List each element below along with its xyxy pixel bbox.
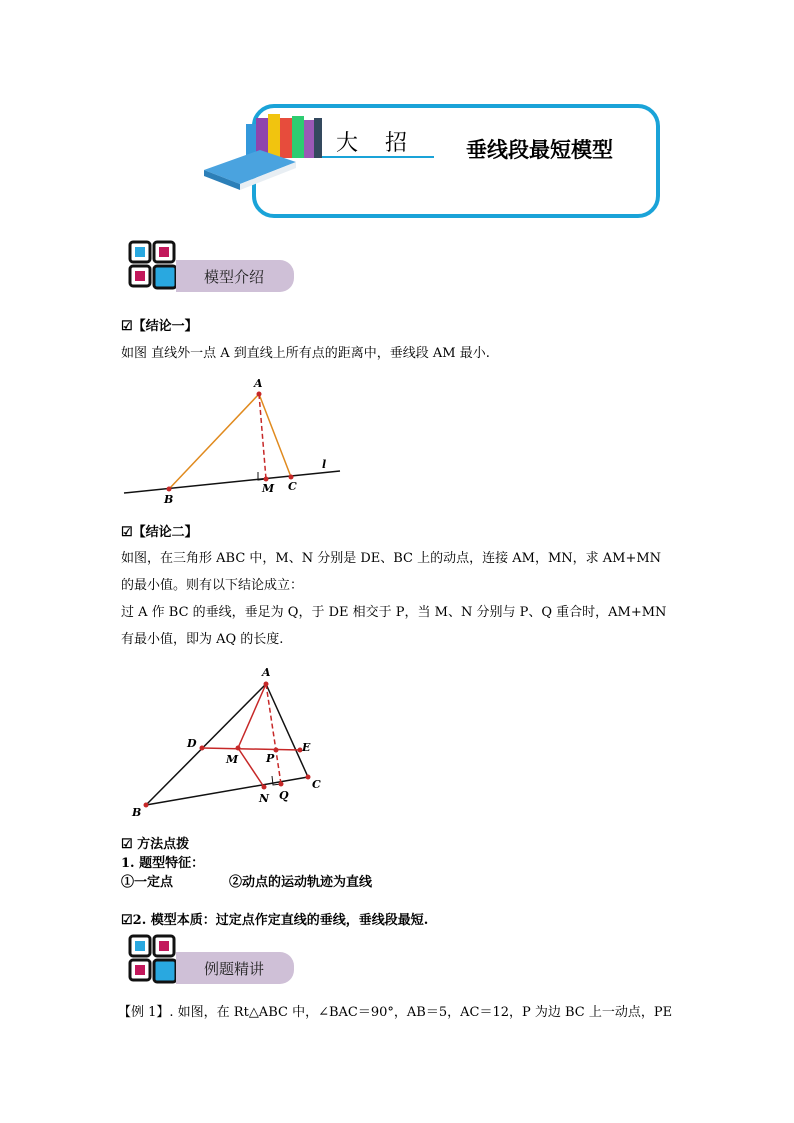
label-E: E (302, 741, 311, 754)
label-l: l (322, 458, 327, 471)
label-N: N (259, 792, 270, 805)
banner-label: 大 招 (336, 131, 417, 156)
method-item: ①一定点 (121, 875, 174, 890)
section-icon (128, 240, 180, 296)
label-B: B (132, 806, 142, 819)
conclusion-text: 有最小值，即为 AQ 的长度. (121, 632, 284, 647)
label-C: C (312, 778, 321, 791)
conclusion-heading: ☑【结论二】 (121, 525, 198, 540)
page-title: 垂线段最短模型 (466, 138, 613, 162)
books-icon (200, 112, 340, 196)
label-C: C (288, 480, 297, 493)
conclusion-heading: ☑【结论一】 (121, 319, 198, 334)
conclusion-text: 的最小值。则有以下结论成立： (121, 578, 304, 593)
conclusion-text: 如图，在三角形 ABC 中，M、N 分别是 DE、BC 上的动点，连接 AM，MN，求 AM+MN (121, 551, 662, 566)
section-title: 模型介绍 (204, 268, 265, 286)
label-B: B (164, 493, 174, 506)
conclusion-text: 如图 直线外一点 A 到直线上所有点的距离中，垂线段 AM 最小. (121, 346, 490, 361)
example-text: 【例 1】. 如图，在 Rt△ABC 中，∠BAC＝90°，AB＝5，AC＝12，P 为边 BC 上一动点，PE (118, 1005, 673, 1020)
conclusion-text: 过 A 作 BC 的垂线，垂足为 Q，于 DE 相交于 P，当 M、N 分别与 P、Q 重合时，AM+MN (121, 605, 667, 620)
label-M: M (226, 753, 239, 766)
label-A: A (254, 377, 263, 390)
label-A: A (262, 666, 271, 679)
method-heading: ☑ 方法点拨 (121, 837, 190, 852)
section-title: 例题精讲 (204, 960, 265, 978)
figure-1 (118, 372, 358, 516)
method-item: ☑2. 模型本质：过定点作定直线的垂线，垂线段最短. (121, 913, 429, 928)
label-P: P (266, 752, 275, 765)
section-icon (128, 934, 180, 990)
label-D: D (187, 737, 197, 750)
label-Q: Q (279, 789, 289, 802)
label-M: M (262, 482, 275, 495)
method-item: ②动点的运动轨迹为直线 (229, 875, 373, 890)
figure-2 (126, 662, 336, 826)
method-item: 1. 题型特征： (121, 856, 205, 871)
